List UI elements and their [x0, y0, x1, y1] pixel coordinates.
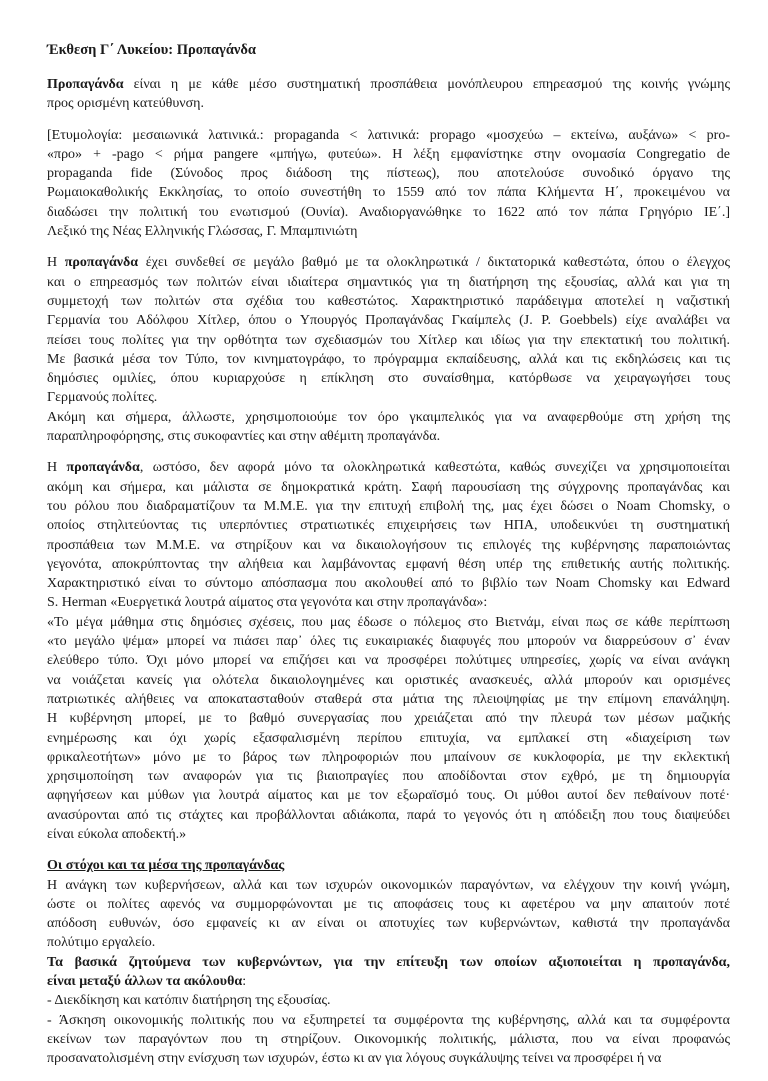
- bold-term: είναι μεταξύ άλλων τα ακόλουθα: [47, 974, 243, 990]
- text-line: [47, 516, 730, 535]
- bold-term: Προπαγάνδα: [47, 77, 124, 92]
- text-line: [47, 75, 730, 94]
- text-line: [47, 876, 730, 895]
- text-line: [47, 408, 730, 427]
- text-content: - Διεκδίκηση και κατόπιν διατήρηση της εξουσίας.: [47, 993, 331, 1009]
- bold-term: προπαγάνδα: [64, 255, 139, 271]
- text-line: [47, 1030, 730, 1049]
- paragraph: [47, 126, 730, 242]
- text-line: [47, 574, 730, 593]
- text-line: [47, 350, 730, 369]
- text-content: ακόμη και σήμερα, και μάλιστα σε δημοκρατικά κράτη. Σαφή παρουσίαση της σύγχρονης προπαγάνδας και: [47, 479, 730, 495]
- text-line: [47, 1049, 730, 1068]
- text-content: οποίος στηλιτεύοντας τις υπερπόντιες στρατιωτικές επιχειρήσεις των ΗΠΑ, υποδεικνύει τη συστηματική: [47, 518, 730, 534]
- text-line: [47, 613, 730, 632]
- text-line: [47, 690, 730, 709]
- text-content: ενημέρωσης και όχι χωρίς εξασφαλισμένη περίπου επιτυχία, να εμπλακεί στη «διαχείριση των: [47, 730, 730, 746]
- text-line: [47, 806, 730, 825]
- text-line: [47, 953, 730, 972]
- text-content: Ρωμαιοκαθολικής Εκκλησίας, το οποίο συνεστήθη το 1559 από τον πάπα Κλήμεντα Η΄, προκειμένου να: [47, 185, 730, 201]
- text-content: παραπληροφόρησης, στις συκοφαντίες και στην αθέμιτη προπαγάνδα.: [47, 429, 441, 445]
- document-page: [47, 40, 730, 1081]
- text-content: πείσει τους πολίτες για την ορθότητα των σχεδιασμών του Χίτλερ και ιδίως για την επεκτατική του πολιτική.: [47, 332, 730, 348]
- text-line: [47, 126, 730, 145]
- text-line: [47, 478, 730, 497]
- text-content: Η κυβέρνηση μπορεί, με το βαθμό συνεργασίας που χρειάζεται από την πλευρά των μέσων μαζικής: [47, 711, 730, 727]
- text-line: [47, 651, 730, 670]
- text-content: Ακόμη και σήμερα, άλλωστε, χρησιμοποιούμε τον όρο γκαιμπελικός για να αναφερθούμε στη χρήση της: [47, 409, 730, 425]
- text-line: [47, 709, 730, 728]
- text-line: [47, 203, 730, 222]
- text-line: [47, 1011, 730, 1030]
- text-content: πολύτιμο εργαλείο.: [47, 935, 156, 951]
- text-line: [47, 458, 730, 477]
- document-title: Έκθεση Γ΄ Λυκείου: Προπαγάνδα: [47, 42, 257, 58]
- text-line: [47, 729, 730, 748]
- text-content: ανασύρονται από τις στάχτες και προβάλλονται αδιάκοπα, παρά το γεγονός ότι η απόδειξη που τους διαψεύδει: [47, 807, 730, 823]
- text-line: [47, 273, 730, 292]
- text-line: [47, 388, 730, 407]
- bold-term: Τα βασικά ζητούμενα των κυβερνώντων, για την επίτευξη των οποίων αξιοποιείται η προπαγάνδα,: [47, 954, 730, 970]
- text-line: [47, 632, 730, 651]
- text-content: Λεξικό της Νέας Ελληνικής Γλώσσας, Γ. Μπαμπινιώτη: [47, 224, 358, 240]
- text-line: [47, 183, 730, 202]
- text-line: [47, 671, 730, 690]
- text-line: [47, 972, 730, 991]
- text-content: «προ» + -pago < ρήμα pangere «μπήγω, φυτεύω». Η λέξη εμφανίστηκε στην ονομασία Congregatio de: [47, 146, 730, 162]
- text-line: [47, 933, 730, 952]
- text-prefix: Η: [47, 255, 65, 271]
- text-content: είναι εύκολα αποδεκτή.»: [47, 826, 187, 842]
- text-content: «το μεγάλο ψέμα» μπορεί να πιάσει παρ᾽ όλες τις ευκαιριακές διαφυγές που μπορούν να διαρρεύσουν σ᾽ έναν: [47, 634, 730, 650]
- text-content: ελεύθερο τύπο. Όχι μόνο μπορεί να επιζήσει και να προσφέρει πολύτιμες υπηρεσίες, χωρίς να είναι ανάγκη: [47, 653, 730, 669]
- text-content: να νοιάζεται κανείς για ολότελα δικαιολογημένες και οριστικές ανασκευές, αλλά μπορούν και ορισμένες: [47, 672, 730, 688]
- text-line: [47, 895, 730, 914]
- document-body: [47, 75, 730, 1069]
- text-content: χρησιμοποίηση των αναφορών για τις βιαιοπραγίες που αποδίδονται στον εχθρό, με τη δημιουργία: [47, 769, 730, 785]
- text-line: [47, 331, 730, 350]
- text-line: [47, 593, 730, 612]
- text-content: γεγονότα, αποκρύπτοντας την αλήθεια και λαμβάνοντας εμφανή θέση υπέρ της επιθετικής αυτής πολιτικής.: [47, 556, 730, 572]
- text-content: προσανατολισμένη στην ενίσχυση των ισχυρών, έστω κι αν για λόγους συγκάλυψης τείνει να προσφέρει ή να: [47, 1051, 662, 1067]
- paragraph: [47, 75, 730, 114]
- text-content: Γερμανούς πολίτες.: [47, 390, 158, 406]
- text-line: [47, 555, 730, 574]
- text-content: Χαρακτηριστικό είναι το σύντομο απόσπασμα που ακολουθεί από το βιβλίο των Noam Chomsky και Edward: [47, 576, 730, 592]
- text-content: και ο επηρεασμός των πολιτών είναι ιδιαίτερα σημαντικός για τη διατήρηση της εξουσίας, αλλά και για τη: [47, 274, 730, 290]
- text-content: Με βασικά μέσα τον Τύπο, τον κινηματογράφο, το πρόγραμμα εκπαίδευσης, αλλά και τις εκδηλώσεις και τις: [47, 351, 730, 367]
- text-line: [47, 222, 730, 241]
- text-line: [47, 825, 730, 844]
- text-content: πατριωτικές αλήθειες να αποκατασταθούν σταθερά στα μάτια της πλειοψηφίας με την επίμονη επανάληψη.: [47, 691, 730, 707]
- text-content: του ρόλου που διαδραματίζουν τα Μ.Μ.Ε. για την επιτυχή επιβολή της, μας έχει δώσει ο Noam Chomsky, ο: [47, 498, 730, 514]
- text-content: «Το μέγα μάθημα στις δημόσιες σχέσεις, που μας έδωσε ο πόλεμος στο Βιετνάμ, είναι πως σε κάθε περίπτωση: [47, 614, 730, 630]
- text-line: [47, 536, 730, 555]
- text-content: φρικαλεοτήτων» μόνο με το βάρος των πληροφοριών που μπαίνουν σε κυκλοφορία, με την εκλεκτική: [47, 749, 730, 765]
- paragraph: [47, 458, 730, 844]
- text-line: [47, 94, 730, 113]
- text-content: απόδοση ευθυνών, όσο εμφανείς κι αν είναι οι αποτυχίες των κυβερνώντων, καθιστά την προπαγάνδα: [47, 916, 730, 932]
- text-line: [47, 164, 730, 183]
- text-content: S. Herman «Ευεργετικά λουτρά αίματος στα γεγονότα και στην προπαγάνδα»:: [47, 595, 488, 611]
- text-content: - Άσκηση οικονομικής πολιτικής που να εξυπηρετεί τα συμφέροντα της κυβέρνησης, αλλά και τα συμφέροντα: [47, 1012, 730, 1028]
- text-content: [Ετυμολογία: μεσαιωνικά λατινικά.: propaganda < λατινικά: propago «μοσχεύω – εκτείνω, αυξάνω» < pro-: [47, 127, 730, 143]
- paragraph: [47, 856, 730, 1068]
- text-content: είναι η με κάθε μέσο συστηματική προσπάθεια μονόπλευρου επηρεασμού της κοινής γνώμης: [123, 77, 730, 92]
- text-content: ώστε οι πολίτες αφενός να συμμορφώνονται με τις αποφάσεις τους κι αφετέρου να μην απαιτούν ποτέ: [47, 896, 730, 912]
- text-content: δημόσιες ομιλίες, όπου κυριαρχούσε η επίκληση στο συναίσθημα, κατόρθωσε να χειραγωγήσει τους: [47, 371, 730, 387]
- text-content: Γερμανία του Αδόλφου Χίτλερ, όπου ο Υπουργός Προπαγάνδας Γκαίμπελς (J. P. Goebbels) είχε αναλάβει να: [47, 313, 730, 329]
- text-content: συμμετοχή των πολιτών στα σχέδια του καθεστώτος. Χαρακτηριστικό παράδειγμα αποτελεί η ναζιστική: [47, 293, 730, 309]
- text-line: [47, 914, 730, 933]
- text-content: Η ανάγκη των κυβερνήσεων, αλλά και των ισχυρών οικονομικών παραγόντων, να ελέγχουν την κοινή γνώμη,: [47, 877, 730, 893]
- text-prefix: Η: [47, 460, 67, 476]
- text-content: αφηγήσεων και μύθων για λουτρά αίματος και με τον εξωραϊσμό τους. Οι μύθοι αυτοί δεν πεθαίνουν ποτέ·: [47, 788, 730, 804]
- text-line: [47, 991, 730, 1010]
- bold-term: προπαγάνδα: [66, 460, 140, 476]
- text-line: [47, 369, 730, 388]
- text-line: [47, 253, 730, 272]
- text-line: [47, 748, 730, 767]
- text-content: προσπάθεια των Μ.Μ.Ε. να στηρίξουν και να δικαιολογήσουν τις επιλογές της κυβέρνησης παραποιώντας: [47, 537, 730, 553]
- text-line: [47, 856, 730, 875]
- section-heading: Οι στόχοι και τα μέσα της προπαγάνδας: [47, 858, 285, 874]
- text-line: [47, 786, 730, 805]
- text-content: προς ορισμένη κατεύθυνση.: [47, 96, 204, 112]
- text-line: [47, 427, 730, 446]
- text-line: [47, 145, 730, 164]
- text-content: διαδώσει την πολιτική του ενωτισμού (Ουνία). Αναδιοργανώθηκε το 1622 από τον πάπα Γρηγόριο ΙΕ΄.]: [47, 204, 730, 220]
- text-content: , ωστόσο, δεν αφορά μόνο τα ολοκληρωτικά καθεστώτα, καθώς συνεχίζει να χρησιμοποιείται: [139, 460, 730, 476]
- text-line: [47, 292, 730, 311]
- paragraph: [47, 253, 730, 446]
- text-line: [47, 497, 730, 516]
- text-content: propaganda fide (Σύνοδος προς διάδοση της πίστεως), που αποτελούσε συνοδικό όργανο της: [47, 166, 730, 182]
- text-line: [47, 767, 730, 786]
- text-content: εκείνων των παραγόντων που τη στηρίζουν. Οικονομικής πολιτικής, μάλιστα, που να είναι προφανώς: [47, 1031, 730, 1047]
- text-content: :: [242, 974, 247, 990]
- text-line: [47, 311, 730, 330]
- text-content: έχει συνδεθεί σε μεγάλο βαθμό με τα ολοκληρωτικά / δικτατορικά καθεστώτα, όπου ο έλεγχος: [138, 255, 730, 271]
